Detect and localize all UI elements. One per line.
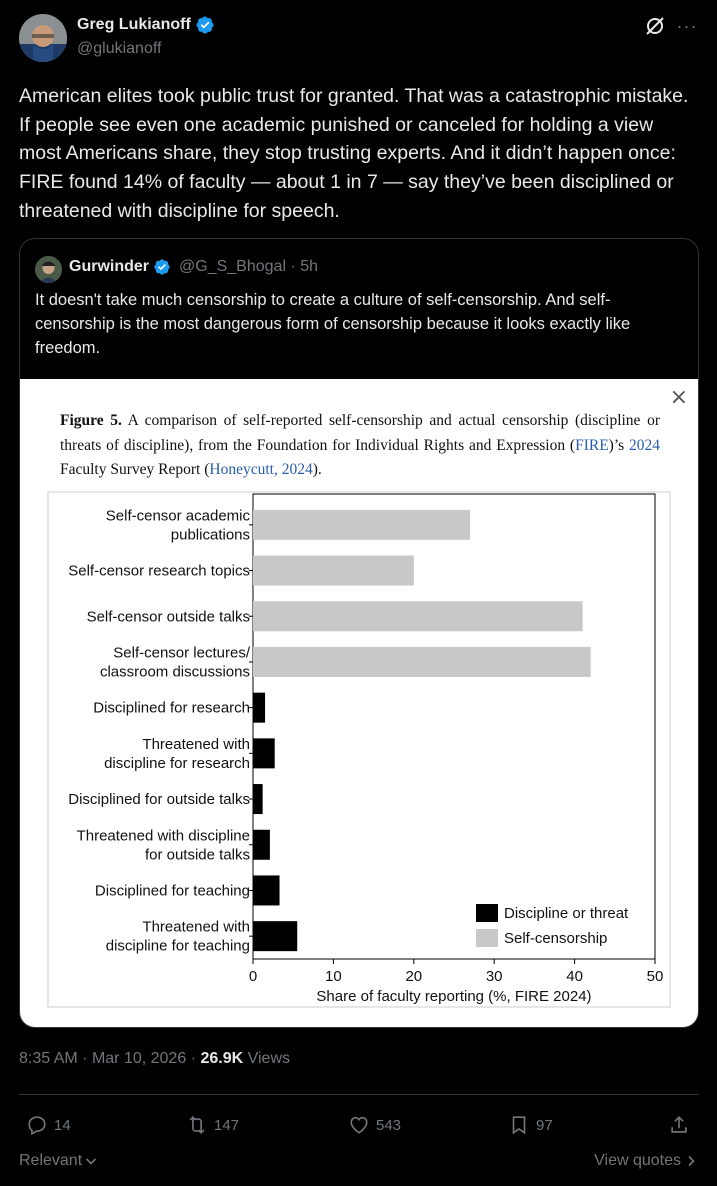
xtick-label: 50 — [646, 968, 664, 985]
quoted-tweet[interactable] — [19, 238, 699, 1028]
quote-time[interactable]: 5h — [300, 258, 319, 275]
bookmark-count: 97 — [536, 1116, 553, 1134]
bookmark-icon — [508, 1114, 530, 1136]
bar-3 — [253, 647, 591, 677]
chevron-right-icon — [685, 1154, 697, 1168]
repost-count: 147 — [214, 1116, 240, 1134]
bookmark-button[interactable] — [508, 1108, 553, 1142]
bar-1 — [253, 556, 414, 586]
author-avatar[interactable] — [19, 14, 67, 62]
heart-icon — [348, 1114, 370, 1136]
meta-separator-2: · — [190, 1050, 196, 1067]
quote-figure-image[interactable] — [20, 379, 699, 1028]
category-label: Disciplined for research — [93, 699, 250, 717]
category-label: Threatened with — [142, 918, 250, 936]
sort-dropdown[interactable] — [19, 1152, 98, 1170]
legend-swatch-discipline — [476, 904, 498, 922]
bar-0 — [253, 510, 470, 540]
category-label: discipline for research — [104, 754, 250, 772]
share-icon — [668, 1114, 690, 1136]
category-label: Self-censor outside talks — [86, 608, 250, 626]
category-label: publications — [170, 526, 250, 544]
quote-author-avatar[interactable] — [35, 256, 62, 283]
reply-icon — [26, 1114, 48, 1136]
category-label: Self-censor research topics — [68, 562, 250, 580]
share-button[interactable] — [668, 1108, 690, 1142]
xtick-label: 10 — [325, 968, 342, 985]
quote-author-name[interactable]: Gurwinder — [69, 258, 150, 275]
reply-count: 14 — [54, 1116, 71, 1134]
bar-4 — [253, 693, 265, 723]
xtick-label: 0 — [248, 968, 258, 985]
author-handle[interactable]: @glukianoff — [77, 40, 162, 57]
tweet-actions — [0, 1108, 717, 1142]
bar-8 — [253, 875, 280, 905]
bar-chart — [20, 379, 699, 1028]
tweet-meta — [19, 1050, 290, 1068]
category-label: Disciplined for outside talks — [68, 791, 250, 809]
more-options-icon[interactable]: ··· — [676, 16, 698, 36]
bar-2 — [253, 601, 583, 631]
bar-5 — [253, 738, 275, 768]
quote-author[interactable] — [69, 258, 318, 276]
replies-bar — [0, 1152, 717, 1176]
legend-label: Discipline or threat — [504, 905, 629, 922]
quote-separator: · — [290, 258, 296, 275]
category-label: Self-censor academic — [105, 507, 250, 525]
caption-text-3: Faculty Survey Report ( — [60, 461, 210, 478]
caption-text-1: A comparison of self-reported self-censorship and actual censorship (discipline or threats of discipline), from the Foundation for Individual Rights and Expression ( — [60, 412, 660, 454]
bar-7 — [253, 830, 270, 860]
category-label: Threatened with discipline — [76, 827, 250, 845]
caption-text-4: ). — [312, 461, 322, 478]
tweet-text: American elites took public trust for granted. That was a catastrophic mistake. If people see even one academic punished or canceled for holding a view most Americans share, they stop trusting experts. And it didn’t happen once: FIRE found 14% of faculty — about 1 in 7 — say they’ve been disciplined or threatened with discipline for speech. — [19, 85, 689, 222]
divider — [19, 1094, 699, 1095]
xtick-label: 20 — [405, 968, 423, 985]
category-label: classroom discussions — [99, 663, 250, 681]
caption-link-honeycutt: Honeycutt, 2024 — [209, 461, 313, 478]
chevron-down-icon — [84, 1154, 98, 1168]
views-count: 26.9K — [200, 1050, 244, 1067]
repost-icon — [186, 1114, 208, 1136]
caption-link-2024: 2024 — [629, 436, 661, 454]
sort-label: Relevant — [19, 1152, 83, 1169]
tweet-time[interactable]: 8:35 AM — [19, 1050, 78, 1067]
reply-button[interactable] — [26, 1108, 71, 1142]
views-label: Views — [247, 1050, 290, 1067]
like-count: 543 — [376, 1116, 402, 1134]
view-quotes-link[interactable] — [594, 1152, 697, 1170]
caption-link-fire: FIRE — [575, 436, 609, 454]
category-label: discipline for teaching — [105, 937, 250, 955]
bar-9 — [253, 921, 297, 951]
view-quotes-label: View quotes — [594, 1152, 681, 1169]
grok-icon[interactable] — [644, 15, 666, 37]
category-label: Disciplined for teaching — [94, 882, 250, 900]
x-axis-label: Share of faculty reporting (%, FIRE 2024) — [316, 988, 592, 1005]
legend-label: Self-censorship — [504, 930, 608, 947]
author-name-text[interactable]: Greg Lukianoff — [77, 16, 191, 33]
quote-text: It doesn't take much censorship to create a culture of self-censorship. And self-censorship is the most dangerous form of censorship because it looks exactly like freedom. — [35, 291, 631, 357]
caption-text-2: )’s — [608, 436, 630, 454]
repost-button[interactable] — [186, 1108, 239, 1142]
category-label: for outside talks — [144, 846, 250, 864]
verified-badge-icon — [153, 258, 171, 276]
category-label: Self-censor lectures/ — [113, 644, 250, 662]
like-button[interactable] — [348, 1108, 401, 1142]
category-label: Threatened with — [142, 735, 250, 753]
verified-badge-icon — [195, 15, 215, 35]
figure-label: Figure 5. — [60, 412, 122, 429]
quote-author-handle[interactable]: @G_S_Bhogal — [179, 258, 286, 275]
xtick-label: 40 — [566, 968, 583, 985]
legend-swatch-self — [476, 929, 498, 947]
meta-separator: · — [82, 1050, 88, 1067]
close-icon[interactable]: × — [669, 385, 688, 410]
xtick-label: 30 — [485, 968, 503, 985]
tweet-date[interactable]: Mar 10, 2026 — [91, 1050, 187, 1067]
bar-6 — [253, 784, 263, 814]
tweet-header — [0, 0, 717, 75]
author-name[interactable] — [77, 15, 215, 35]
